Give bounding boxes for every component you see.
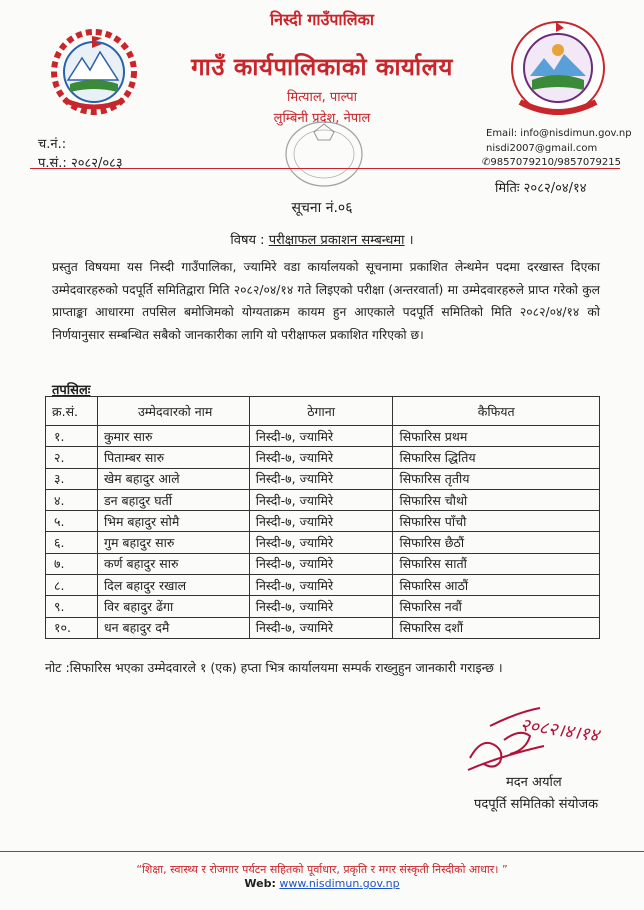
phone-icon: ✆ (482, 157, 491, 168)
cell-address: निस्दी-७, ज्यामिरे (249, 447, 393, 468)
cell-remarks: सिफारिस तृतीय (393, 468, 600, 489)
cell-name: धन बहादुर दमै (97, 617, 249, 638)
table-row (46, 511, 600, 532)
cell-sn: २. (46, 447, 98, 468)
cell-name: डन बहादुर घर्ती (97, 489, 249, 510)
table-header-row (46, 397, 600, 426)
table-row (46, 426, 600, 447)
footer-divider (0, 851, 644, 852)
contact-email-2: nisdi2007@gmail.com (486, 143, 598, 154)
cell-name: कुमार सारु (97, 426, 249, 447)
results-table (45, 396, 600, 639)
cell-sn: ३. (46, 468, 98, 489)
cell-address: निस्दी-७, ज्यामिरे (249, 468, 393, 489)
contact-phone (482, 157, 621, 168)
cell-address: निस्दी-७, ज्यामिरे (249, 617, 393, 638)
cell-address: निस्दी-७, ज्यामिरे (249, 489, 393, 510)
cell-sn: १०. (46, 617, 98, 638)
cell-sn: ७. (46, 553, 98, 574)
header-name: उम्मेदवारको नाम (97, 397, 249, 426)
cell-name: गुम बहादुर सारु (97, 532, 249, 553)
cell-sn: ५. (46, 511, 98, 532)
cell-remarks: सिफारिस छैठौं (393, 532, 600, 553)
signatory-name: मदन अर्याल (506, 775, 562, 790)
cell-name: विर बहादुर ढेंगा (97, 596, 249, 617)
table-row (46, 447, 600, 468)
cell-address: निस्दी-७, ज्यामिरे (249, 511, 393, 532)
table-row (46, 596, 600, 617)
org-top-name: निस्दी गाउँपालिका (269, 10, 375, 29)
notice-number: सूचना नं.०६ (291, 200, 353, 216)
cell-address: निस्दी-७, ज्यामिरे (249, 426, 393, 447)
cell-remarks: सिफारिस नवौं (393, 596, 600, 617)
header-address: ठेगाना (249, 397, 393, 426)
cell-sn: १. (46, 426, 98, 447)
pa-sa-label: प.सं.: २०८२/०८३ (38, 156, 123, 171)
footer-web (0, 877, 644, 890)
cell-remarks: सिफारिस सातौं (393, 553, 600, 574)
web-label: Web: (244, 877, 276, 890)
body-paragraph: प्रस्तुत विषयमा यस निस्दी गाउँपालिका, ज्यामिरे वडा कार्यालयको सूचनामा प्रकाशित लेन्थमेन पदमा दरखास्त दिएका उम्मेदवारहरुको पदपूर्ति समितिद्वारा मिति २०८२/०४/१४ गते लिइएको परीक्षा (अन्तरवार्ता) मा उम्मेदवारहरुले प्राप्त गरेको कुल प्राप्ताङ्का आधारमा तपसिल बमोजिमको योग्यताक्रम कायम हुन आएकाले पदपूर्ति समितिको मिति २०८२/०४/१४ को निर्णयानुसार सम्बन्धित सबैको जानकारीका लागि यो परीक्षाफल प्रकाशित गरिएको छ। (52, 260, 600, 342)
cell-name: कर्ण बहादुर सारु (97, 553, 249, 574)
table-row (46, 617, 600, 638)
subject-title: परीक्षाफल प्रकाशन सम्बन्धमा (268, 233, 405, 248)
table-row (46, 553, 600, 574)
cell-name: खेम बहादुर आले (97, 468, 249, 489)
cell-address: निस्दी-७, ज्यामिरे (249, 553, 393, 574)
cell-sn: ६. (46, 532, 98, 553)
address-line-1: मित्याल, पाल्पा (287, 90, 357, 105)
cell-sn: ४. (46, 489, 98, 510)
org-main-title: गाउँ कार्यपालिकाको कार्यालय (191, 53, 453, 81)
table-row (46, 468, 600, 489)
cell-name: भिम बहादुर सोमै (97, 511, 249, 532)
tapsil-label: तपसिलः (52, 383, 91, 398)
contact-email-1: Email: info@nisdimun.gov.np (486, 128, 632, 139)
website-link[interactable]: www.nisdimun.gov.np (279, 877, 400, 890)
document-date: मितिः २०८२/०४/१४ (495, 181, 587, 196)
footer-quote: “शिक्षा, स्वास्थ्य र रोजगार पर्यटन सहितको पूर्वाधार, प्रकृति र मगर संस्कृती निस्दीको आधार। ” (136, 863, 508, 876)
subject-suffix: । (404, 233, 414, 248)
cell-address: निस्दी-७, ज्यामिरे (249, 575, 393, 596)
subject-prefix: विषय : (230, 233, 265, 248)
cell-remarks: सिफारिस आठौं (393, 575, 600, 596)
cha-no-label: च.नं.: (38, 137, 67, 152)
signatory-title: पदपूर्ति समितिको संयोजक (474, 797, 599, 812)
cell-remarks: सिफारिस दशौं (393, 617, 600, 638)
cell-remarks: सिफारिस द्धितिय (393, 447, 600, 468)
cell-remarks: सिफारिस प्रथम (393, 426, 600, 447)
subject-line (0, 230, 644, 248)
table-row (46, 489, 600, 510)
header-divider (30, 168, 620, 169)
cell-sn: ८. (46, 575, 98, 596)
contact-phone-text: 9857079210/9857079215 (490, 157, 622, 168)
cell-remarks: सिफारिस पाँचौ (393, 511, 600, 532)
address-line-2: लुम्बिनी प्रदेश, नेपाल (273, 111, 371, 126)
table-row (46, 575, 600, 596)
cell-address: निस्दी-७, ज्यामिरे (249, 532, 393, 553)
header-remarks: कैफियत (393, 397, 600, 426)
cell-remarks: सिफारिस चौथो (393, 489, 600, 510)
cell-address: निस्दी-७, ज्यामिरे (249, 596, 393, 617)
cell-name: पिताम्बर सारु (97, 447, 249, 468)
table-row (46, 532, 600, 553)
header-sn: क्र.सं. (46, 397, 98, 426)
office-stamp-icon (282, 118, 366, 194)
cell-sn: ९. (46, 596, 98, 617)
note-text: नोट :सिफारिस भएका उम्मेदवारले १ (एक) हप्ता भित्र कार्यालयमा सम्पर्क राख्नुहुन जानकारी गराइन्छ । (45, 660, 503, 675)
handwritten-date: २०८२।४।१४ (518, 714, 601, 747)
cell-name: दिल बहादुर रखाल (97, 575, 249, 596)
